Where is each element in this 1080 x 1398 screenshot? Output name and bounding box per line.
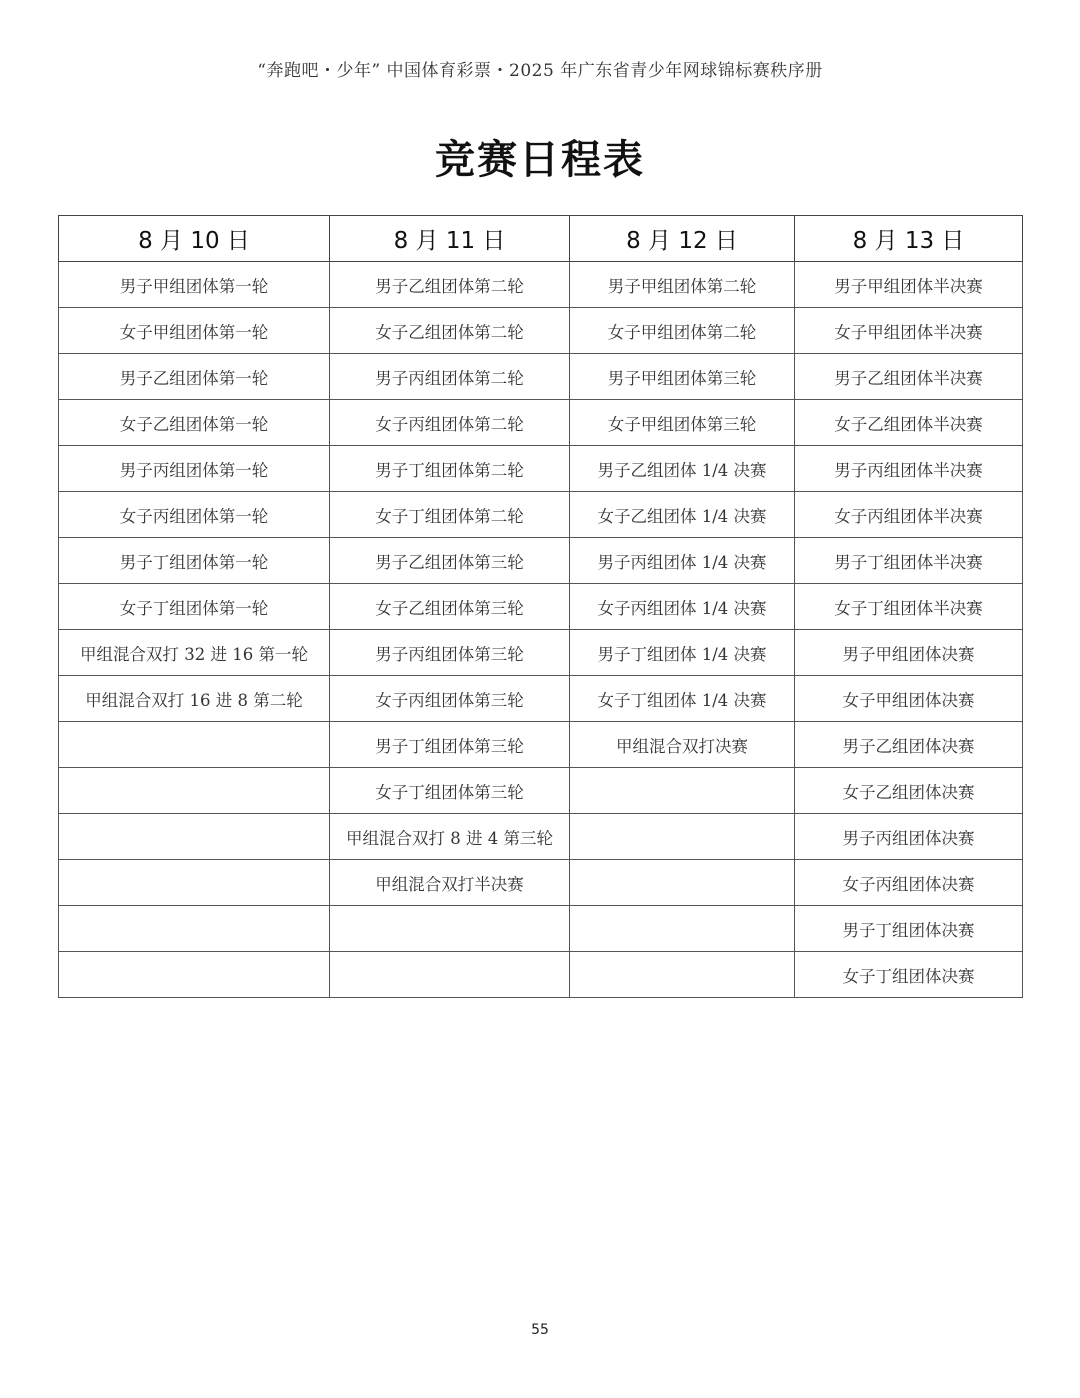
table-cell-day-1: 女子丁组团体第一轮 — [59, 584, 330, 630]
table-cell-day-1: 女子乙组团体第一轮 — [59, 400, 330, 446]
table-cell-day-4: 男子丙组团体半决赛 — [795, 446, 1023, 492]
table-cell-day-2: 男子乙组团体第三轮 — [330, 538, 570, 584]
table-cell-day-2: 女子丙组团体第三轮 — [330, 676, 570, 722]
table-cell-day-4: 女子甲组团体半决赛 — [795, 308, 1023, 354]
table-row — [59, 584, 1023, 630]
table-cell-day-3: 男子丙组团体 1/4 决赛 — [570, 538, 795, 584]
table-row — [59, 768, 1023, 814]
column-header-day-4: 8 月 13 日 — [795, 216, 1023, 262]
column-header-day-3: 8 月 12 日 — [570, 216, 795, 262]
table-cell-day-3 — [570, 814, 795, 860]
table-cell-day-3 — [570, 952, 795, 998]
table-cell-day-1: 女子丙组团体第一轮 — [59, 492, 330, 538]
table-cell-day-2: 甲组混合双打 8 进 4 第三轮 — [330, 814, 570, 860]
table-row — [59, 538, 1023, 584]
table-cell-day-1 — [59, 952, 330, 998]
table-row — [59, 952, 1023, 998]
table-cell-day-3: 男子丁组团体 1/4 决赛 — [570, 630, 795, 676]
table-cell-day-3: 男子乙组团体 1/4 决赛 — [570, 446, 795, 492]
table-cell-day-2: 男子丙组团体第三轮 — [330, 630, 570, 676]
table-cell-day-1: 女子甲组团体第一轮 — [59, 308, 330, 354]
table-cell-day-3: 女子丁组团体 1/4 决赛 — [570, 676, 795, 722]
table-cell-day-3: 女子乙组团体 1/4 决赛 — [570, 492, 795, 538]
table-cell-day-2: 女子丁组团体第二轮 — [330, 492, 570, 538]
table-cell-day-1: 男子丙组团体第一轮 — [59, 446, 330, 492]
table-cell-day-3 — [570, 906, 795, 952]
table-cell-day-4: 女子乙组团体半决赛 — [795, 400, 1023, 446]
table-cell-day-4: 男子丁组团体半决赛 — [795, 538, 1023, 584]
table-row — [59, 722, 1023, 768]
table-row — [59, 630, 1023, 676]
table-cell-day-4: 男子丁组团体决赛 — [795, 906, 1023, 952]
table-header-row — [59, 216, 1023, 262]
column-header-day-1: 8 月 10 日 — [59, 216, 330, 262]
page-number: 55 — [531, 1322, 549, 1338]
table-cell-day-4: 女子丙组团体决赛 — [795, 860, 1023, 906]
table-row — [59, 906, 1023, 952]
table-cell-day-2: 男子丁组团体第三轮 — [330, 722, 570, 768]
table-cell-day-4: 女子丁组团体决赛 — [795, 952, 1023, 998]
table-cell-day-1 — [59, 860, 330, 906]
table-cell-day-2 — [330, 906, 570, 952]
schedule-body — [59, 262, 1023, 998]
table-cell-day-4: 男子甲组团体决赛 — [795, 630, 1023, 676]
column-header-day-2: 8 月 11 日 — [330, 216, 570, 262]
table-cell-day-4: 女子乙组团体决赛 — [795, 768, 1023, 814]
table-cell-day-2: 男子丁组团体第二轮 — [330, 446, 570, 492]
table-cell-day-2: 男子乙组团体第二轮 — [330, 262, 570, 308]
table-cell-day-1 — [59, 814, 330, 860]
table-cell-day-3: 女子甲组团体第三轮 — [570, 400, 795, 446]
table-cell-day-1 — [59, 906, 330, 952]
table-row — [59, 262, 1023, 308]
table-cell-day-4: 女子甲组团体决赛 — [795, 676, 1023, 722]
table-cell-day-1 — [59, 768, 330, 814]
table-row — [59, 354, 1023, 400]
table-cell-day-1: 甲组混合双打 32 进 16 第一轮 — [59, 630, 330, 676]
table-cell-day-3: 女子丙组团体 1/4 决赛 — [570, 584, 795, 630]
table-cell-day-1: 男子乙组团体第一轮 — [59, 354, 330, 400]
running-header: “奔跑吧・少年” 中国体育彩票・2025 年广东省青少年网球锦标赛秩序册 — [257, 61, 823, 81]
table-cell-day-2: 女子乙组团体第三轮 — [330, 584, 570, 630]
schedule-table — [58, 215, 1023, 998]
page-title: 竞赛日程表 — [435, 136, 645, 183]
table-cell-day-4: 男子乙组团体半决赛 — [795, 354, 1023, 400]
table-row — [59, 814, 1023, 860]
table-cell-day-2: 女子丁组团体第三轮 — [330, 768, 570, 814]
table-cell-day-3 — [570, 768, 795, 814]
table-cell-day-3: 男子甲组团体第二轮 — [570, 262, 795, 308]
table-cell-day-4: 男子丙组团体决赛 — [795, 814, 1023, 860]
table-cell-day-4: 男子乙组团体决赛 — [795, 722, 1023, 768]
table-cell-day-2: 女子乙组团体第二轮 — [330, 308, 570, 354]
table-cell-day-1: 男子甲组团体第一轮 — [59, 262, 330, 308]
table-cell-day-4: 男子甲组团体半决赛 — [795, 262, 1023, 308]
table-cell-day-3: 甲组混合双打决赛 — [570, 722, 795, 768]
table-cell-day-3: 女子甲组团体第二轮 — [570, 308, 795, 354]
table-cell-day-3 — [570, 860, 795, 906]
table-row — [59, 676, 1023, 722]
table-cell-day-1 — [59, 722, 330, 768]
table-cell-day-2: 女子丙组团体第二轮 — [330, 400, 570, 446]
table-cell-day-1: 男子丁组团体第一轮 — [59, 538, 330, 584]
table-row — [59, 860, 1023, 906]
table-row — [59, 446, 1023, 492]
table-cell-day-2: 甲组混合双打半决赛 — [330, 860, 570, 906]
table-cell-day-2: 男子丙组团体第二轮 — [330, 354, 570, 400]
table-cell-day-3: 男子甲组团体第三轮 — [570, 354, 795, 400]
table-row — [59, 400, 1023, 446]
table-cell-day-4: 女子丙组团体半决赛 — [795, 492, 1023, 538]
table-row — [59, 492, 1023, 538]
table-row — [59, 308, 1023, 354]
table-cell-day-1: 甲组混合双打 16 进 8 第二轮 — [59, 676, 330, 722]
table-cell-day-2 — [330, 952, 570, 998]
table-cell-day-4: 女子丁组团体半决赛 — [795, 584, 1023, 630]
